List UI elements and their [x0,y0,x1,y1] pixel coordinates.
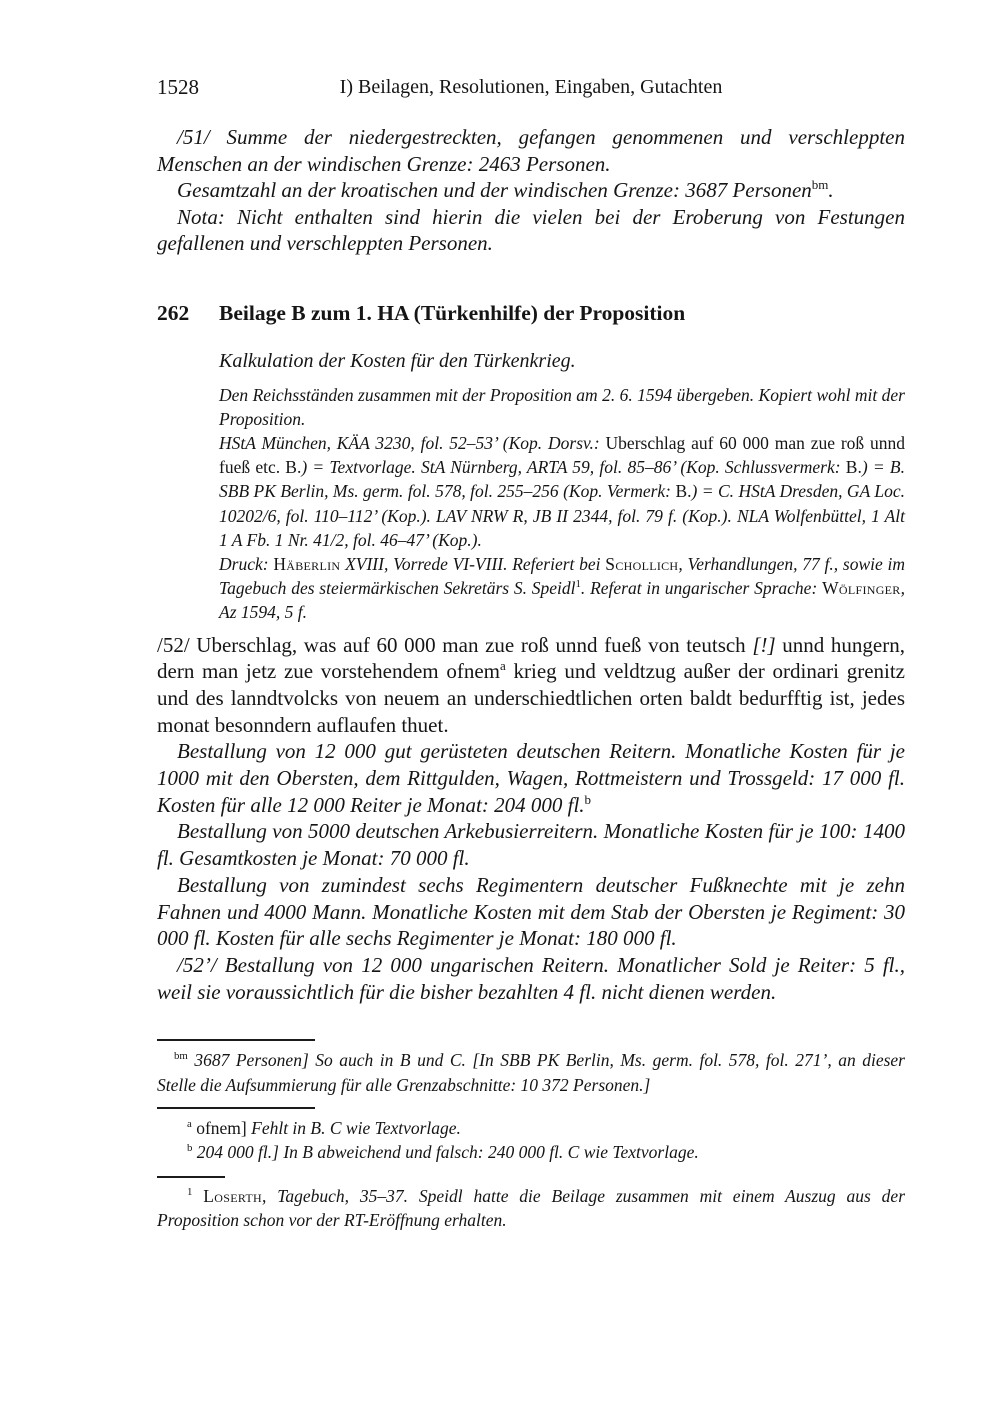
entry-title: Beilage B zum 1. HA (Türkenhilfe) der Proposition [219,300,686,325]
summary-paragraphs [157,124,905,257]
text-run: , Verhandlungen, 77 f., sowie im Tagebuch des steiermärkischen Sekretärs S. Speidl [219,553,905,599]
print-references [219,552,905,625]
text-run: unnd hungern, dern man jetz zue vorstehendem ofnem [157,632,905,684]
text-run: /51/ Summe der niedergestreckten, gefangen genommenen und verschleppten Menschen an der windischen Grenze: 2463 Personen. [157,125,905,176]
text-run: Druck: [219,553,274,574]
apparatus-divider [157,1107,315,1109]
text-run: . Referat in ungarischer Sprache: [580,578,823,599]
text-run: Bestallung von zumindest sechs Regimentern deutscher Fußknechte mit je zehn Fahnen und 4000 Mann. Monatliche Kosten mit dem Stab der Obersten je Regiment: 30 000 fl. Kosten für alle sechs Regimenter je Monat: 180 000 fl. [157,872,905,951]
apparatus-note-bm [157,1048,905,1096]
text-run: ) = C. HStA Dresden, GA Loc. 10202/6, fol. 110–112’ (Kop.). LAV NRW R, JB II 2344, fol. 79 f. (Kop.). NLA Wolfenbüttel, 1 Alt 1 A Fb. 1 Nr. 41/2, fol. 46–47’ (Kop.). [219,481,905,550]
paragraph-gesamtzahl [157,177,905,204]
entry-subtitle: Kalkulation der Kosten für den Türkenkrieg. [219,349,576,372]
text-run: Den Reichsständen zusammen mit der Proposition am 2. 6. 1594 übergeben. Kopiert wohl mit der Proposition. [219,384,905,429]
running-header-title: I) Beilagen, Resolutionen, Eingaben, Gutachten [339,76,723,98]
text-run: , [262,1186,278,1207]
text-run: krieg und veldtzug außer der ordinari grenitz und des lanndtvolcks von neuem an underschiedtlichen orten baldt bedurfftig ist, jedes monat besonndern auflaufen thuet. [157,659,906,737]
text-run: Häberlin [273,553,341,574]
text-run: Gesamtzahl an der kroatischen und der windischen Grenze: 3687 Personen [177,178,812,202]
text-run: 204 000 fl.] In B abweichend und falsch: 240 000 fl. C wie Textvorlage. [192,1141,699,1162]
text-run: . [828,178,834,202]
entry-number: 262 [157,300,190,325]
text-run: 3687 Personen] So auch in B und C. [In SBB PK Berlin, Ms. germ. fol. 578, fol. 271’, an dieser Stelle die Aufsummierung für alle Grenzabschnitte: 10 372 Personen.] [157,1050,905,1095]
text-run: Tagebuch, 35–37. Speidl hatte die Beilage zusammen mit einem Auszug aus der Proposition schon vor der RT-Eröffnung erhalten. [157,1186,906,1231]
text-run: HStA München, KÄA 3230, fol. 52–53’ (Kop. Dorsv.: [219,432,606,453]
transmission-note [219,383,905,431]
paragraph-52v-ungarische-reiter [157,952,905,1005]
text-run [192,1186,203,1206]
text-run: b [187,1142,193,1155]
text-run: Wölfinger [822,578,901,599]
text-run: /52/ Uberschlag, was auf 60 000 man zue roß unnd fueß von teutsch [157,632,753,657]
text-run: /52’/ Bestallung von 12 000 ungarischen Reitern. Monatlicher Sold je Reiter: 5 fl., weil sie voraussichtlich für die bisher bezahlten 4 fl. nicht dienen werden. [157,952,905,1004]
text-run: B. [845,457,862,478]
text-run: [!] [752,632,776,657]
paragraph-52-uberschlag [157,632,905,739]
paragraph-bestallung-reiter [157,738,905,818]
text-run: bm [811,177,829,192]
critical-apparatus [157,1039,905,1232]
paragraph-bestallung-arkebusier [157,818,905,871]
text-run: a [187,1117,192,1130]
text-run: 1 [187,1186,193,1199]
paragraph-bestallung-fussknechte [157,872,905,952]
text-block [157,74,905,1233]
text-run: ofnem] [191,1117,252,1138]
footnote-1 [157,1184,905,1232]
text-run: Nota: Nicht enthalten sind hierin die vielen bei der Eroberung von Festungen gefallenen und verschleppten Personen. [157,204,905,255]
text-run: ) = Textvorlage. StA Nürnberg, ARTA 59, fol. 85–86’ (Kop. Schlussvermerk: [301,457,846,478]
text-run: Schollich [605,553,679,574]
archival-sources [219,431,905,552]
text-run: ) = B. SBB PK Berlin, Ms. germ. fol. 578, fol. 255–256 (Kop. Vermerk: [219,457,905,502]
text-run: Fehlt in B. C wie Textvorlage. [251,1117,461,1138]
text-run: , Az 1594, 5 f. [219,578,905,623]
page-number: 1528 [157,75,199,99]
text-run: Uberschlag auf 60 000 man zue roß unnd fueß etc. B. [219,432,906,478]
text-run: Bestallung von 5000 deutschen Arkebusierreitern. Monatliche Kosten für je 100: 1400 fl. Gesamtkosten je Monat: 70 000 fl. [157,819,905,871]
edition-body [157,632,905,1006]
running-head [157,74,905,100]
text-run: b [584,791,592,807]
text-run: B. [675,481,692,502]
paragraph-51-summe [157,124,905,177]
footnote-divider [157,1176,225,1178]
source-description-block [219,383,905,625]
text-run: XVIII, Vorrede VI-VIII. Referiert bei [340,553,606,574]
entry-heading [157,299,905,327]
apparatus-note-b [157,1140,905,1164]
text-run: Loserth [203,1186,263,1207]
apparatus-divider [157,1039,315,1041]
text-run: bm [174,1050,188,1063]
apparatus-note-a [157,1116,905,1140]
paragraph-nota [157,204,905,257]
text-run: 1 [575,578,581,591]
text-run: a [499,658,506,674]
text-run: Bestallung von 12 000 gut gerüsteten deutschen Reitern. Monatliche Kosten für je 1000 mit den Obersten, dem Rittgulden, Wagen, Rottmeistern und Trossgeld: 17 000 fl. Kosten für alle 12 000 Reiter je Monat: 204 000 fl. [157,739,905,817]
